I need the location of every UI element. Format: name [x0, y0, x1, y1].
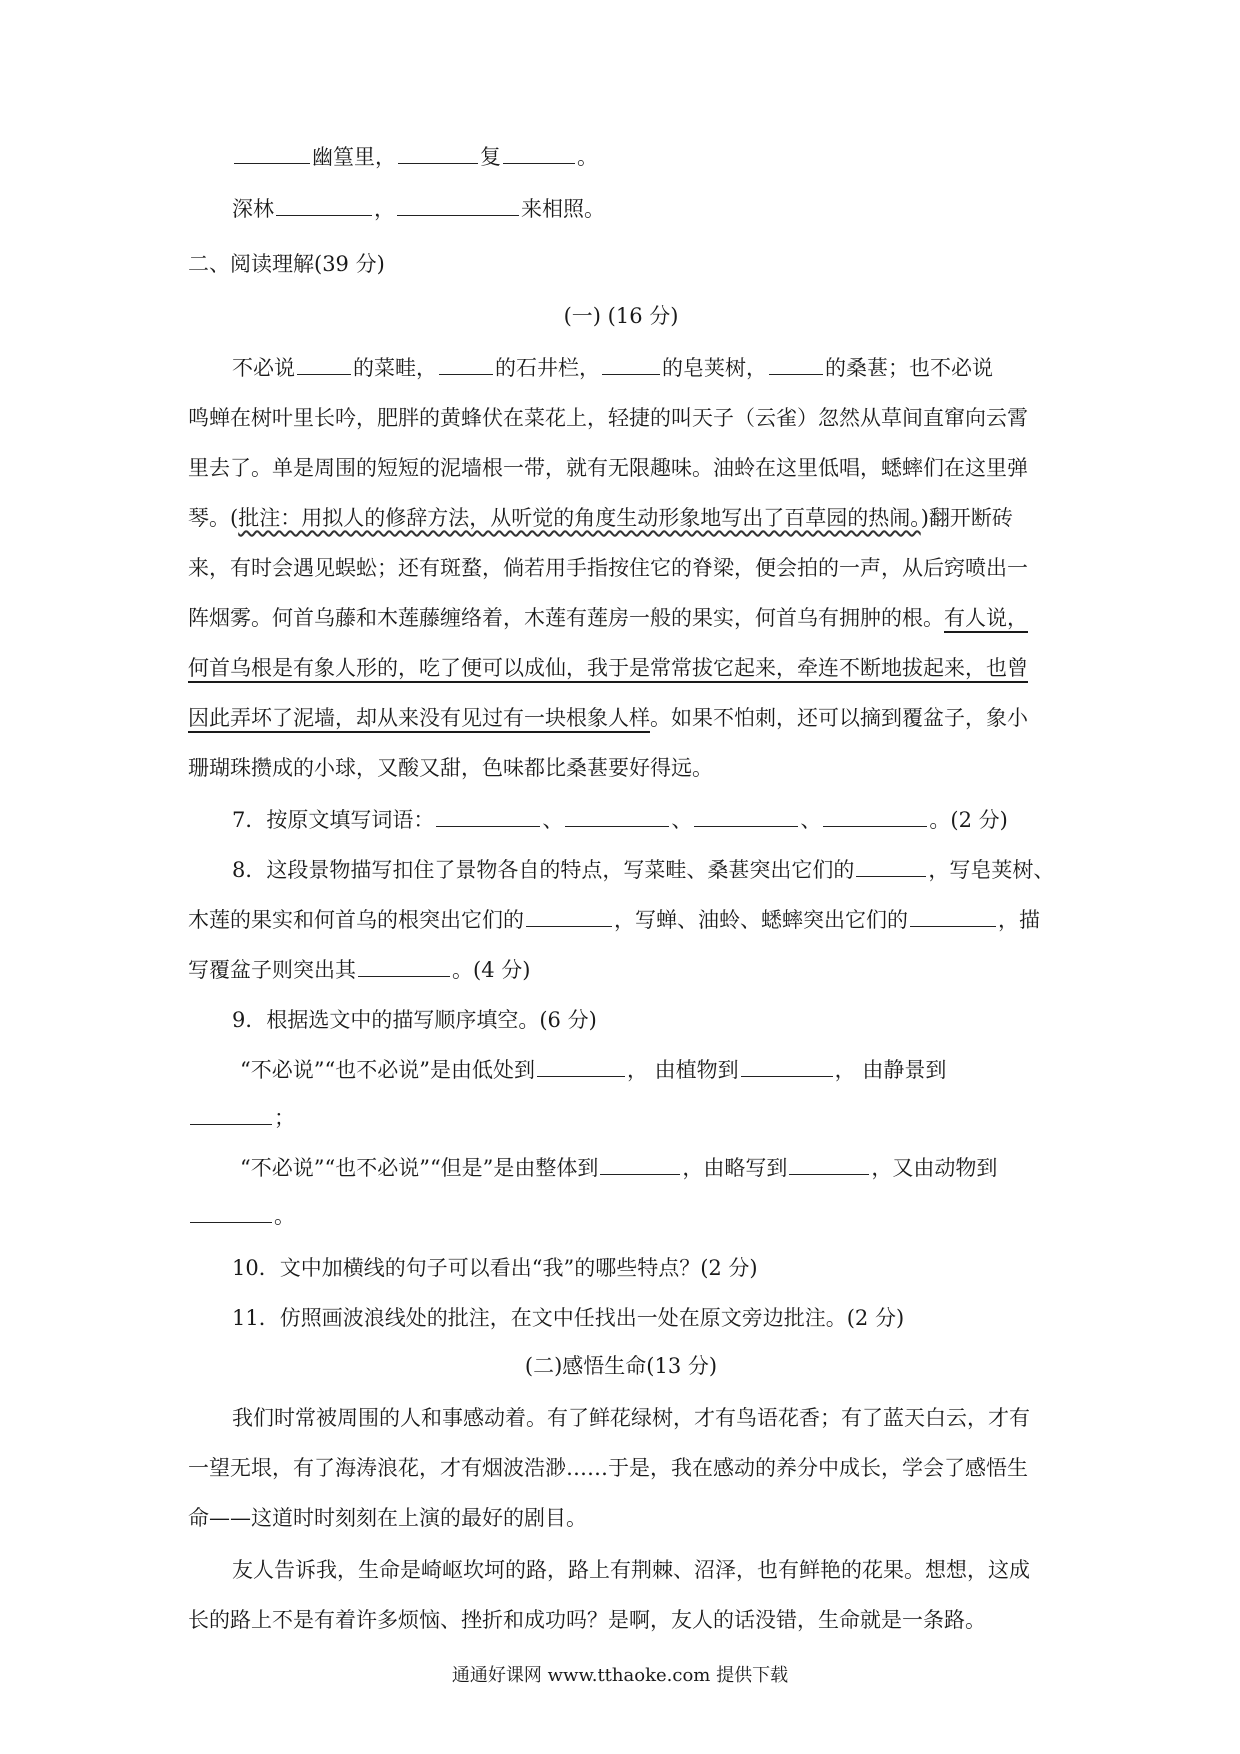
poem-line-2	[232, 195, 605, 223]
text: 、	[671, 808, 693, 832]
text: 的石井栏，	[495, 356, 600, 380]
page-footer: 通通好课网 www.tthaoke.com 提供下载	[451, 1665, 789, 1686]
text: 木莲的果实和何首乌的根突出它们的	[188, 908, 524, 932]
question-9-line	[240, 1056, 946, 1084]
answer-blank[interactable]	[741, 1056, 833, 1077]
text: 的桑葚；也不必说	[825, 356, 993, 380]
text: 。(4 分)	[452, 958, 531, 982]
text: 8．这段景物描写扣住了景物各自的特点，写菜畦、桑葚突出它们的	[232, 858, 855, 882]
text: ， 由静景到	[834, 1058, 947, 1082]
poem-line-1	[232, 143, 598, 171]
text: ，由略写到	[682, 1156, 788, 1180]
answer-blank[interactable]	[276, 195, 372, 216]
text: ，	[374, 197, 395, 221]
underlined-sentence: 有人说，	[944, 606, 1028, 630]
answer-blank[interactable]	[537, 1056, 625, 1077]
passage-2-line: 一望无垠，有了海涛浪花，才有烟波浩渺……于是，我在感动的养分中成长，学会了感悟生	[188, 1456, 1028, 1480]
passage-2-line: 友人告诉我，生命是崎岖坎坷的路，路上有荆棘、沼泽，也有鲜艳的花果。想想，这成	[232, 1558, 1030, 1582]
text: 的皂荚树，	[662, 356, 767, 380]
question-9: 9．根据选文中的描写顺序填空。(6 分)	[232, 1008, 597, 1032]
question-10: 10．文中加横线的句子可以看出“我”的哪些特点？(2 分)	[232, 1256, 758, 1280]
passage-1-title: (一) (16 分)	[563, 304, 679, 328]
answer-blank[interactable]	[190, 1202, 272, 1223]
text: ，写蝉、油蛉、蟋蟀突出它们的	[614, 908, 908, 932]
text: 的菜畦，	[353, 356, 437, 380]
text: 、	[800, 808, 822, 832]
passage-2-title: (二)感悟生命(13 分)	[524, 1354, 718, 1378]
text: 。(2 分)	[929, 808, 1008, 832]
passage-1-line: 珊瑚珠攒成的小球，又酸又甜，色味都比桑葚要好得远。	[188, 756, 713, 780]
passage-1-line	[188, 604, 1028, 632]
passage-1-line: 里去了。单是周围的短短的泥墙根一带，就有无限趣味。油蛉在这里低唱，蟋蟀们在这里弹	[188, 456, 1028, 480]
answer-blank[interactable]	[436, 806, 540, 827]
text: 复	[480, 145, 501, 169]
text: ，写皂荚树、	[928, 858, 1055, 882]
passage-1-line: 来，有时会遇见蜈蚣；还有斑蝥，倘若用手指按住它的脊梁，便会拍的一声，从后窍喷出一	[188, 556, 1028, 580]
text: 。	[577, 145, 598, 169]
text: 深林	[232, 197, 274, 221]
answer-blank[interactable]	[439, 354, 493, 375]
passage-1-line	[188, 504, 1013, 532]
text: 。如果不怕刺，还可以摘到覆盆子，象小	[650, 706, 1028, 730]
text: 7．按原文填写词语：	[232, 808, 435, 832]
wavy-annotation: 批注：用拟人的修辞方法，从听觉的角度生动形象地写出了百草园的热闹。	[238, 506, 921, 530]
text: 。	[274, 1204, 295, 1228]
answer-blank[interactable]	[526, 906, 612, 927]
answer-blank[interactable]	[600, 1154, 680, 1175]
answer-blank[interactable]	[358, 956, 450, 977]
text: 幽篁里，	[312, 145, 396, 169]
text: “不必说”“也不必说”是由低处到	[240, 1058, 535, 1082]
question-9-line	[240, 1154, 997, 1182]
underlined-sentence: 因此弄坏了泥墙，却从来没有见过有一块根象人样	[188, 706, 650, 730]
question-8-line	[188, 906, 1040, 934]
text: ；	[274, 1106, 295, 1130]
answer-blank[interactable]	[856, 856, 926, 877]
section-heading: 二、阅读理解(39 分)	[188, 252, 385, 276]
answer-blank[interactable]	[297, 354, 351, 375]
answer-blank[interactable]	[789, 1154, 869, 1175]
answer-blank[interactable]	[823, 806, 927, 827]
passage-2-line: 长的路上不是有着许多烦恼、挫折和成功吗？是啊，友人的话没错，生命就是一条路。	[188, 1608, 986, 1632]
answer-blank[interactable]	[910, 906, 996, 927]
question-8-line	[188, 956, 530, 984]
text: 、	[542, 808, 564, 832]
text: 阵烟雾。何首乌藤和木莲藤缠络着，木莲有莲房一般的果实，何首乌有拥肿的根。	[188, 606, 944, 630]
text: ，又由动物到	[871, 1156, 998, 1180]
passage-2-line: 我们时常被周围的人和事感动着。有了鲜花绿树，才有鸟语花香；有了蓝天白云，才有	[232, 1406, 1030, 1430]
passage-1-line: 鸣蝉在树叶里长吟，肥胖的黄蜂伏在菜花上，轻捷的叫天子（云雀）忽然从草间直窜向云霄	[188, 406, 1028, 430]
answer-blank[interactable]	[397, 195, 519, 216]
answer-blank[interactable]	[398, 143, 478, 164]
question-7	[232, 806, 1008, 834]
answer-blank[interactable]	[234, 143, 310, 164]
answer-blank[interactable]	[769, 354, 823, 375]
text: 写覆盆子则突出其	[188, 958, 356, 982]
passage-1-line	[232, 354, 1054, 382]
text: “不必说”“也不必说”“但是”是由整体到	[240, 1156, 599, 1180]
answer-blank[interactable]	[602, 354, 660, 375]
text: )翻开断砖	[920, 506, 1013, 530]
passage-1-line	[188, 704, 1028, 732]
passage-1-line	[188, 654, 1054, 682]
answer-blank[interactable]	[565, 806, 669, 827]
question-9-line	[188, 1104, 295, 1132]
answer-blank[interactable]	[190, 1104, 272, 1125]
answer-blank[interactable]	[694, 806, 798, 827]
answer-blank[interactable]	[503, 143, 575, 164]
underlined-sentence: 何首乌根是有象人形的，吃了便可以成仙，我于是常常拔它起来，牵连不断地拔起来，也曾	[188, 656, 1028, 680]
text: ，描	[998, 908, 1040, 932]
text: 来相照。	[521, 197, 605, 221]
text: ， 由植物到	[626, 1058, 739, 1082]
text: 不必说	[232, 356, 295, 380]
question-8	[232, 856, 1054, 884]
question-9-line	[188, 1202, 295, 1230]
passage-2-line: 命——这道时时刻刻在上演的最好的剧目。	[188, 1506, 587, 1530]
text: 琴。(	[188, 506, 239, 530]
question-11: 11．仿照画波浪线处的批注，在文中任找出一处在原文旁边批注。(2 分)	[232, 1306, 905, 1330]
